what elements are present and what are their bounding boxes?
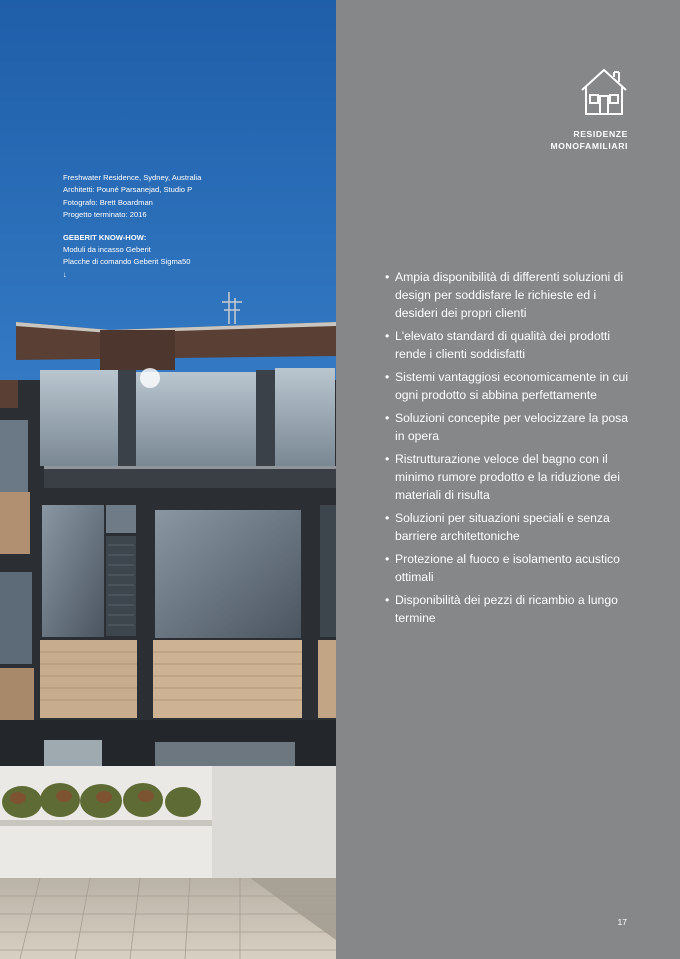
- caption-completed: Progetto terminato: 2016: [63, 210, 147, 220]
- house-icon: [580, 68, 628, 116]
- benefits-list: [385, 268, 631, 632]
- caption-architects: Architetti: Pouné Parsanejad, Studio P: [63, 185, 193, 195]
- section-title-line2: MONOFAMILIARI: [550, 141, 628, 151]
- know-how-item-1: Moduli da incasso Geberit: [63, 245, 151, 255]
- benefits-panel: [336, 0, 680, 959]
- list-item: • Ristrutturazione veloce del bagno con il minimo rumore prodotto e la riduzione dei materiali di risulta: [385, 450, 631, 505]
- section-title-line1: RESIDENZE: [573, 129, 628, 139]
- page-number: 17: [617, 917, 627, 927]
- list-item: • Ampia disponibilità di differenti soluzioni di design per soddisfare le richieste ed i desideri dei propri clienti: [385, 268, 631, 323]
- section-title: [551, 128, 629, 152]
- caption-photographer: Fotografo: Brett Boardman: [63, 197, 153, 207]
- photo-caption: [63, 172, 303, 281]
- list-item: • Disponibilità dei pezzi di ricambio a lungo termine: [385, 591, 631, 627]
- list-item: • Soluzioni concepite per velocizzare la posa in opera: [385, 409, 631, 445]
- list-item: • Sistemi vantaggiosi economicamente in cui ogni prodotto si abbina perfettamente: [385, 368, 631, 404]
- list-item: • Soluzioni per situazioni speciali e senza barriere architettoniche: [385, 509, 631, 545]
- house-illustration: [0, 0, 336, 959]
- list-item: • Protezione al fuoco e isolamento acustico ottimali: [385, 550, 631, 586]
- caption-project: Freshwater Residence, Sydney, Australia: [63, 173, 202, 182]
- know-how-item-2: Placche di comando Geberit Sigma50: [63, 257, 191, 267]
- arrow-down-icon: ↓: [63, 269, 67, 279]
- house-photo: [0, 0, 336, 959]
- know-how-title: GEBERIT KNOW-HOW:: [63, 232, 147, 242]
- list-item: • L'elevato standard di qualità dei prodotti rende i clienti soddisfatti: [385, 327, 631, 363]
